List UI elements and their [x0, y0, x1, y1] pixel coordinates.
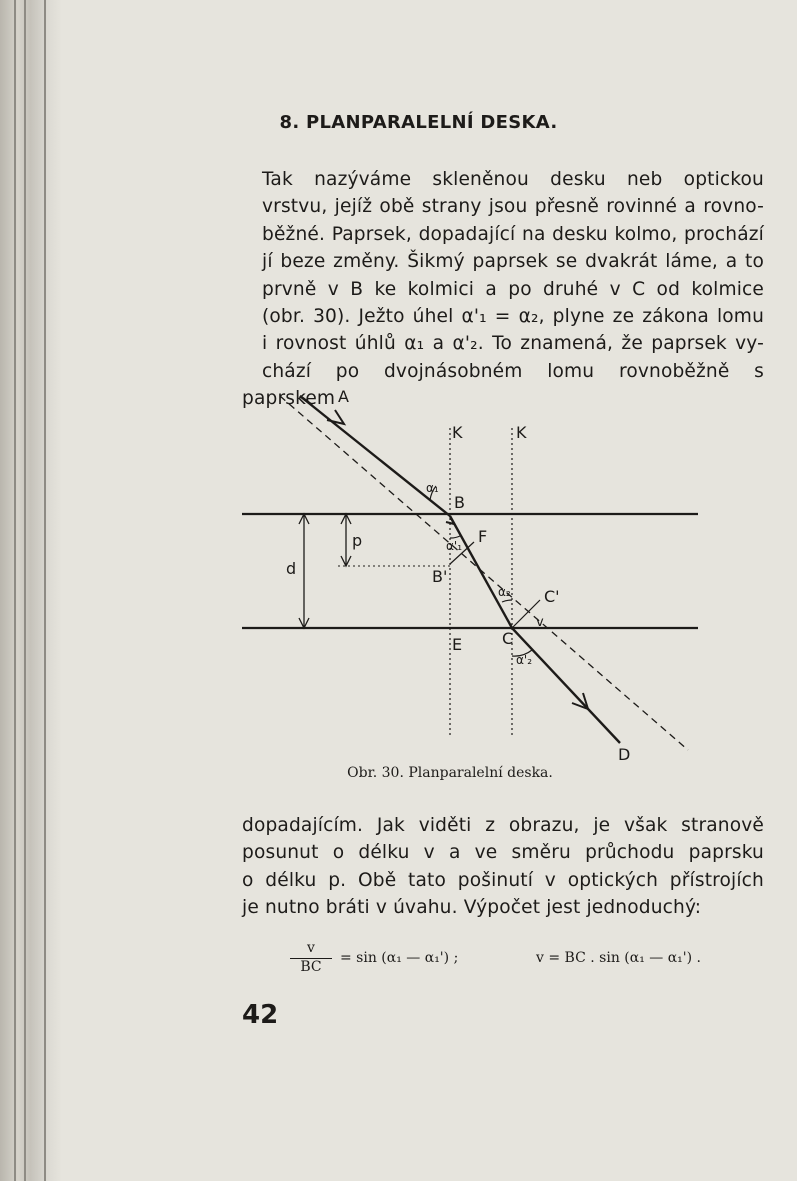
undeviated-ray-extension — [280, 396, 688, 750]
label-f: F — [478, 527, 488, 546]
figure-planparallel-plate — [240, 388, 700, 768]
arrow-a — [300, 396, 312, 405]
text-line: jí beze změny. Šikmý paprsek se dvakrát láme, a to — [262, 251, 764, 273]
formula-fraction — [286, 940, 336, 975]
figure-caption: Obr. 30. Planparalelní deska. — [347, 765, 553, 781]
label-k2: K — [516, 423, 527, 442]
label-alpha1-prime: α'₁ — [446, 539, 463, 553]
label-alpha1: α₁ — [426, 481, 439, 495]
label-e: E — [452, 635, 463, 654]
binding-line — [44, 0, 46, 1181]
label-a: A — [338, 388, 349, 406]
label-d-point: D — [618, 745, 631, 764]
label-d: d — [286, 559, 297, 578]
formula-denominator: BC — [300, 959, 322, 975]
label-c-prime: C' — [544, 587, 560, 606]
angle-arc-alpha2 — [502, 600, 512, 602]
angle-arc-alpha1p — [450, 536, 460, 538]
label-b-prime: B' — [432, 567, 448, 586]
label-alpha2-prime: α'₂ — [516, 653, 533, 667]
label-p: p — [352, 531, 363, 550]
binding-line — [24, 0, 26, 1181]
page-number: 42 — [242, 1000, 279, 1030]
text-line: posunut o délku v a ve směru průchodu paprsku — [242, 842, 764, 864]
incident-ray — [300, 396, 450, 516]
formula-equation-2: v = BC . sin (α₁ — α₁') . — [536, 950, 701, 966]
book-binding — [0, 0, 62, 1181]
binding-line — [14, 0, 16, 1181]
label-k1: K — [452, 423, 463, 442]
text-line: běžné. Paprsek, dopadající na desku kolmo, prochází — [262, 223, 764, 245]
label-alpha2: α₂ — [498, 585, 511, 599]
formula-equation-1: = sin (α₁ — α₁') ; — [340, 950, 459, 966]
emergent-ray — [512, 628, 620, 743]
arrow-head-a — [327, 410, 344, 424]
label-b: B — [454, 493, 465, 512]
text-line: (obr. 30). Ježto úhel α'₁ = α₂, plyne ze zákona lomu — [262, 306, 764, 328]
text-line: vrstvu, jejíž obě strany jsou přesně rovinné a rovno- — [262, 196, 764, 218]
text-line: chází po dvojnásobném lomu rovnoběžně s paprskem — [242, 360, 764, 410]
text-line: o délku p. Obě tato pošinutí v optických přístrojích — [242, 869, 764, 891]
text-line: Tak nazýváme skleněnou desku neb optickou — [262, 169, 764, 190]
paragraph-2 — [242, 812, 764, 922]
section-heading: 8. PLANPARALELNÍ DESKA. — [279, 112, 558, 133]
paragraph-1 — [242, 166, 764, 413]
text-line: i rovnost úhlů α₁ a α'₂. To znamená, že paprsek vy- — [262, 333, 764, 355]
label-v: v — [536, 615, 544, 630]
text-line: je nutno bráti v úvahu. Výpočet jest jednoduchý: — [242, 897, 702, 919]
text-line: dopadajícím. Jak viděti z obrazu, je však stranově — [242, 815, 764, 836]
label-c: C — [502, 629, 514, 648]
text-line: prvně v B ke kolmici a po druhé v C od kolmice — [262, 278, 764, 300]
formula-numerator: v — [307, 940, 315, 956]
